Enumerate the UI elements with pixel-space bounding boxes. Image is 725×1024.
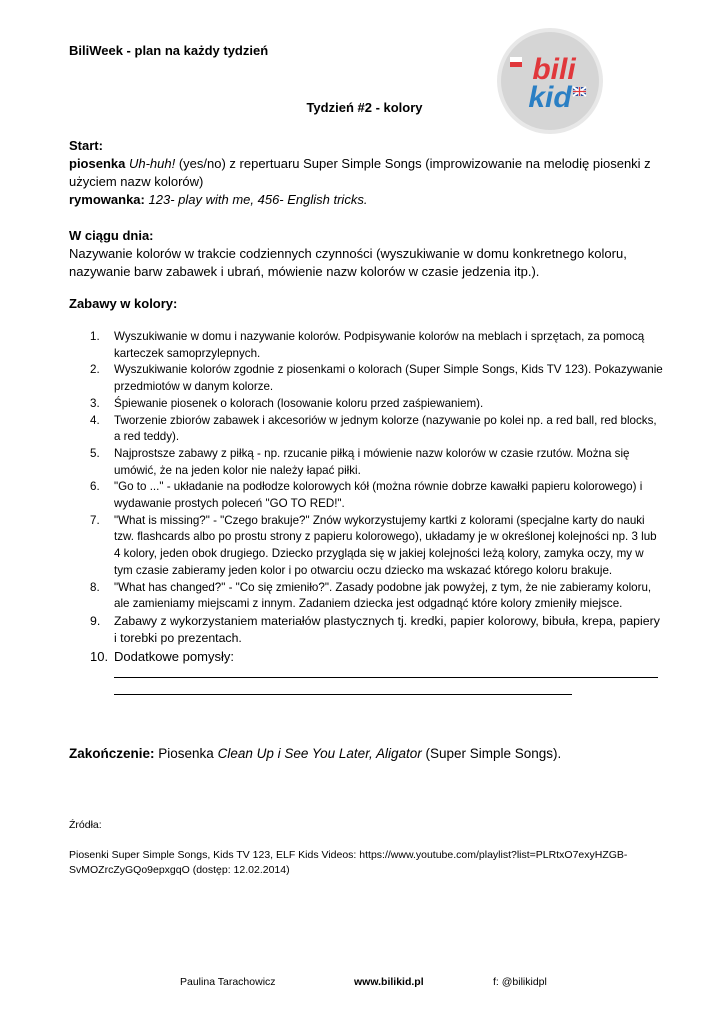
list-item-text: Wyszukiwanie w domu i nazywanie kolorów. Podpisywanie kolorów na meblach i sprzętach, za pomocą karteczek samoprzylepnych.	[114, 330, 645, 360]
rhyme-text: 123- play with me, 456- English tricks.	[148, 192, 368, 207]
list-item-number: 3.	[90, 396, 100, 410]
list-item-number: 6.	[90, 480, 100, 494]
list-item-3	[90, 396, 665, 413]
list-item-1	[90, 329, 665, 362]
list-item-text: Tworzenie zbiorów zabawek i akcesoriów w jednym kolorze (nazywanie po kolei np. a red ball, red blocks, a red teddy).	[114, 413, 657, 444]
start-heading: Start:	[69, 138, 103, 153]
list-item-number: 2.	[90, 363, 100, 377]
list-item-5	[90, 446, 665, 479]
games-list	[90, 329, 665, 695]
footer-author: Paulina Tarachowicz	[180, 976, 276, 988]
ending-post: (Super Simple Songs).	[421, 746, 562, 761]
list-item-6	[90, 479, 665, 512]
day-section	[69, 227, 669, 281]
day-text: Nazywanie kolorów w trakcie codziennych czynności (wyszukiwanie w domu konkretnego koloru, nazywanie barw zabawek i ubrań, mówienie nazw kolorów w czasie jedzenia itp.).	[69, 246, 627, 279]
list-item-text: "What is missing?" - "Czego brakuje?" Znów wykorzystujemy kartki z kolorami (specjalne karty do nauki tzw. flashcards albo po prostu strony z papieru kolorowego), układamy je w określonej kolejności np. 3 lub 4 kolory, jeden obok drugiego. Dziecko przygląda się w jakiej kolejności leżą kolory, zamyka oczy, my w tym czasie zabieramy jeden kolor i po otwarciu oczu dziecko ma wskazać którego koloru brakuje.	[114, 513, 657, 577]
bilikid-logo	[496, 27, 604, 135]
list-item-text: Wyszukiwanie kolorów zgodnie z piosenkami o kolorach (Super Simple Songs, Kids TV 123). Pokazywanie przedmiotów w danym kolorze.	[114, 363, 663, 394]
ending-label: Zakończenie:	[69, 746, 155, 761]
sources-text: Piosenki Super Simple Songs, Kids TV 123, ELF Kids Videos: https://www.youtube.com/playlist?list=PLRtxO7exyHZGB-SvMOZrcZyGQo9epxgqO (dostęp: 12.02.2014)	[69, 849, 628, 876]
list-item-number: 7.	[90, 513, 100, 527]
list-item-text: Zabawy z wykorzystaniem materiałów plastycznych tj. kredki, papier kolorowy, bibuła, krepa, papiery i torebki po prezentach.	[114, 613, 660, 645]
list-item-2	[90, 362, 665, 395]
logo-text-kid: kid	[528, 81, 572, 114]
day-heading: W ciągu dnia:	[69, 228, 154, 243]
ending-section	[69, 745, 669, 763]
list-item-number: 10.	[90, 649, 109, 665]
list-item-4	[90, 413, 665, 446]
list-item-number: 1.	[90, 330, 100, 343]
logo-text-bili: bili	[532, 53, 576, 86]
list-item-text: "Go to ..." - układanie na podłodze kolorowych kół (można równie dobrze kawałki papieru kolorowego) i wydawanie prostych poleceń "GO TO RED!".	[114, 480, 643, 511]
header-title: BiliWeek - plan na każdy tydzień	[69, 43, 269, 58]
rhyme-label: rymowanka:	[69, 192, 145, 207]
list-item-text: Najprostsze zabawy z piłką - np. rzucanie piłką i mówienie nazw kolorów w czasie rzutów. Można się umówić, że na jeden kolor nie należy łapać piłki.	[114, 446, 630, 477]
list-item-number: 4.	[90, 413, 100, 427]
list-item-text: Śpiewanie piosenek o kolorach (losowanie koloru przed zaśpiewaniem).	[114, 396, 484, 410]
list-item-text: Dodatkowe pomysły:	[114, 649, 234, 665]
answer-line-2	[114, 682, 572, 695]
song-title: Uh-huh!	[128, 156, 176, 171]
start-song-line	[69, 155, 669, 191]
ending-titles: Clean Up i See You Later, Aligator	[217, 746, 422, 761]
games-heading: Zabawy w kolory:	[69, 296, 178, 311]
answer-line-1	[114, 665, 658, 678]
list-item-number: 8.	[90, 580, 100, 594]
list-item-8	[90, 580, 665, 613]
list-item-10	[90, 648, 665, 665]
list-item-text: "What has changed?" - "Co się zmieniło?". Zasady podobne jak powyżej, z tym, że nie zabieramy koloru, ale zamieniamy miejscami z innym. Zadaniem dziecka jest odgadnąć które kolory zmieniły miejsce.	[114, 580, 652, 611]
week-title: Tydzień #2 - kolory	[306, 100, 423, 115]
song-label: piosenka	[69, 156, 126, 171]
footer-site-link[interactable]: www.bilikid.pl	[354, 976, 424, 988]
list-item-number: 5.	[90, 446, 100, 460]
ending-pre: Piosenka	[154, 746, 218, 761]
sources-heading: Źródła:	[69, 819, 102, 831]
song-description: (yes/no) z repertuaru Super Simple Songs (improwizowanie na melodię piosenki z użyciem nazw kolorów)	[69, 156, 651, 189]
list-item-9	[90, 613, 665, 646]
footer-social: f: @bilikidpl	[493, 976, 547, 988]
list-item-number: 9.	[90, 613, 101, 628]
start-section	[69, 137, 669, 209]
start-rhyme-line	[69, 191, 669, 209]
list-item-7	[90, 513, 665, 580]
uk-flag-icon	[573, 87, 586, 96]
